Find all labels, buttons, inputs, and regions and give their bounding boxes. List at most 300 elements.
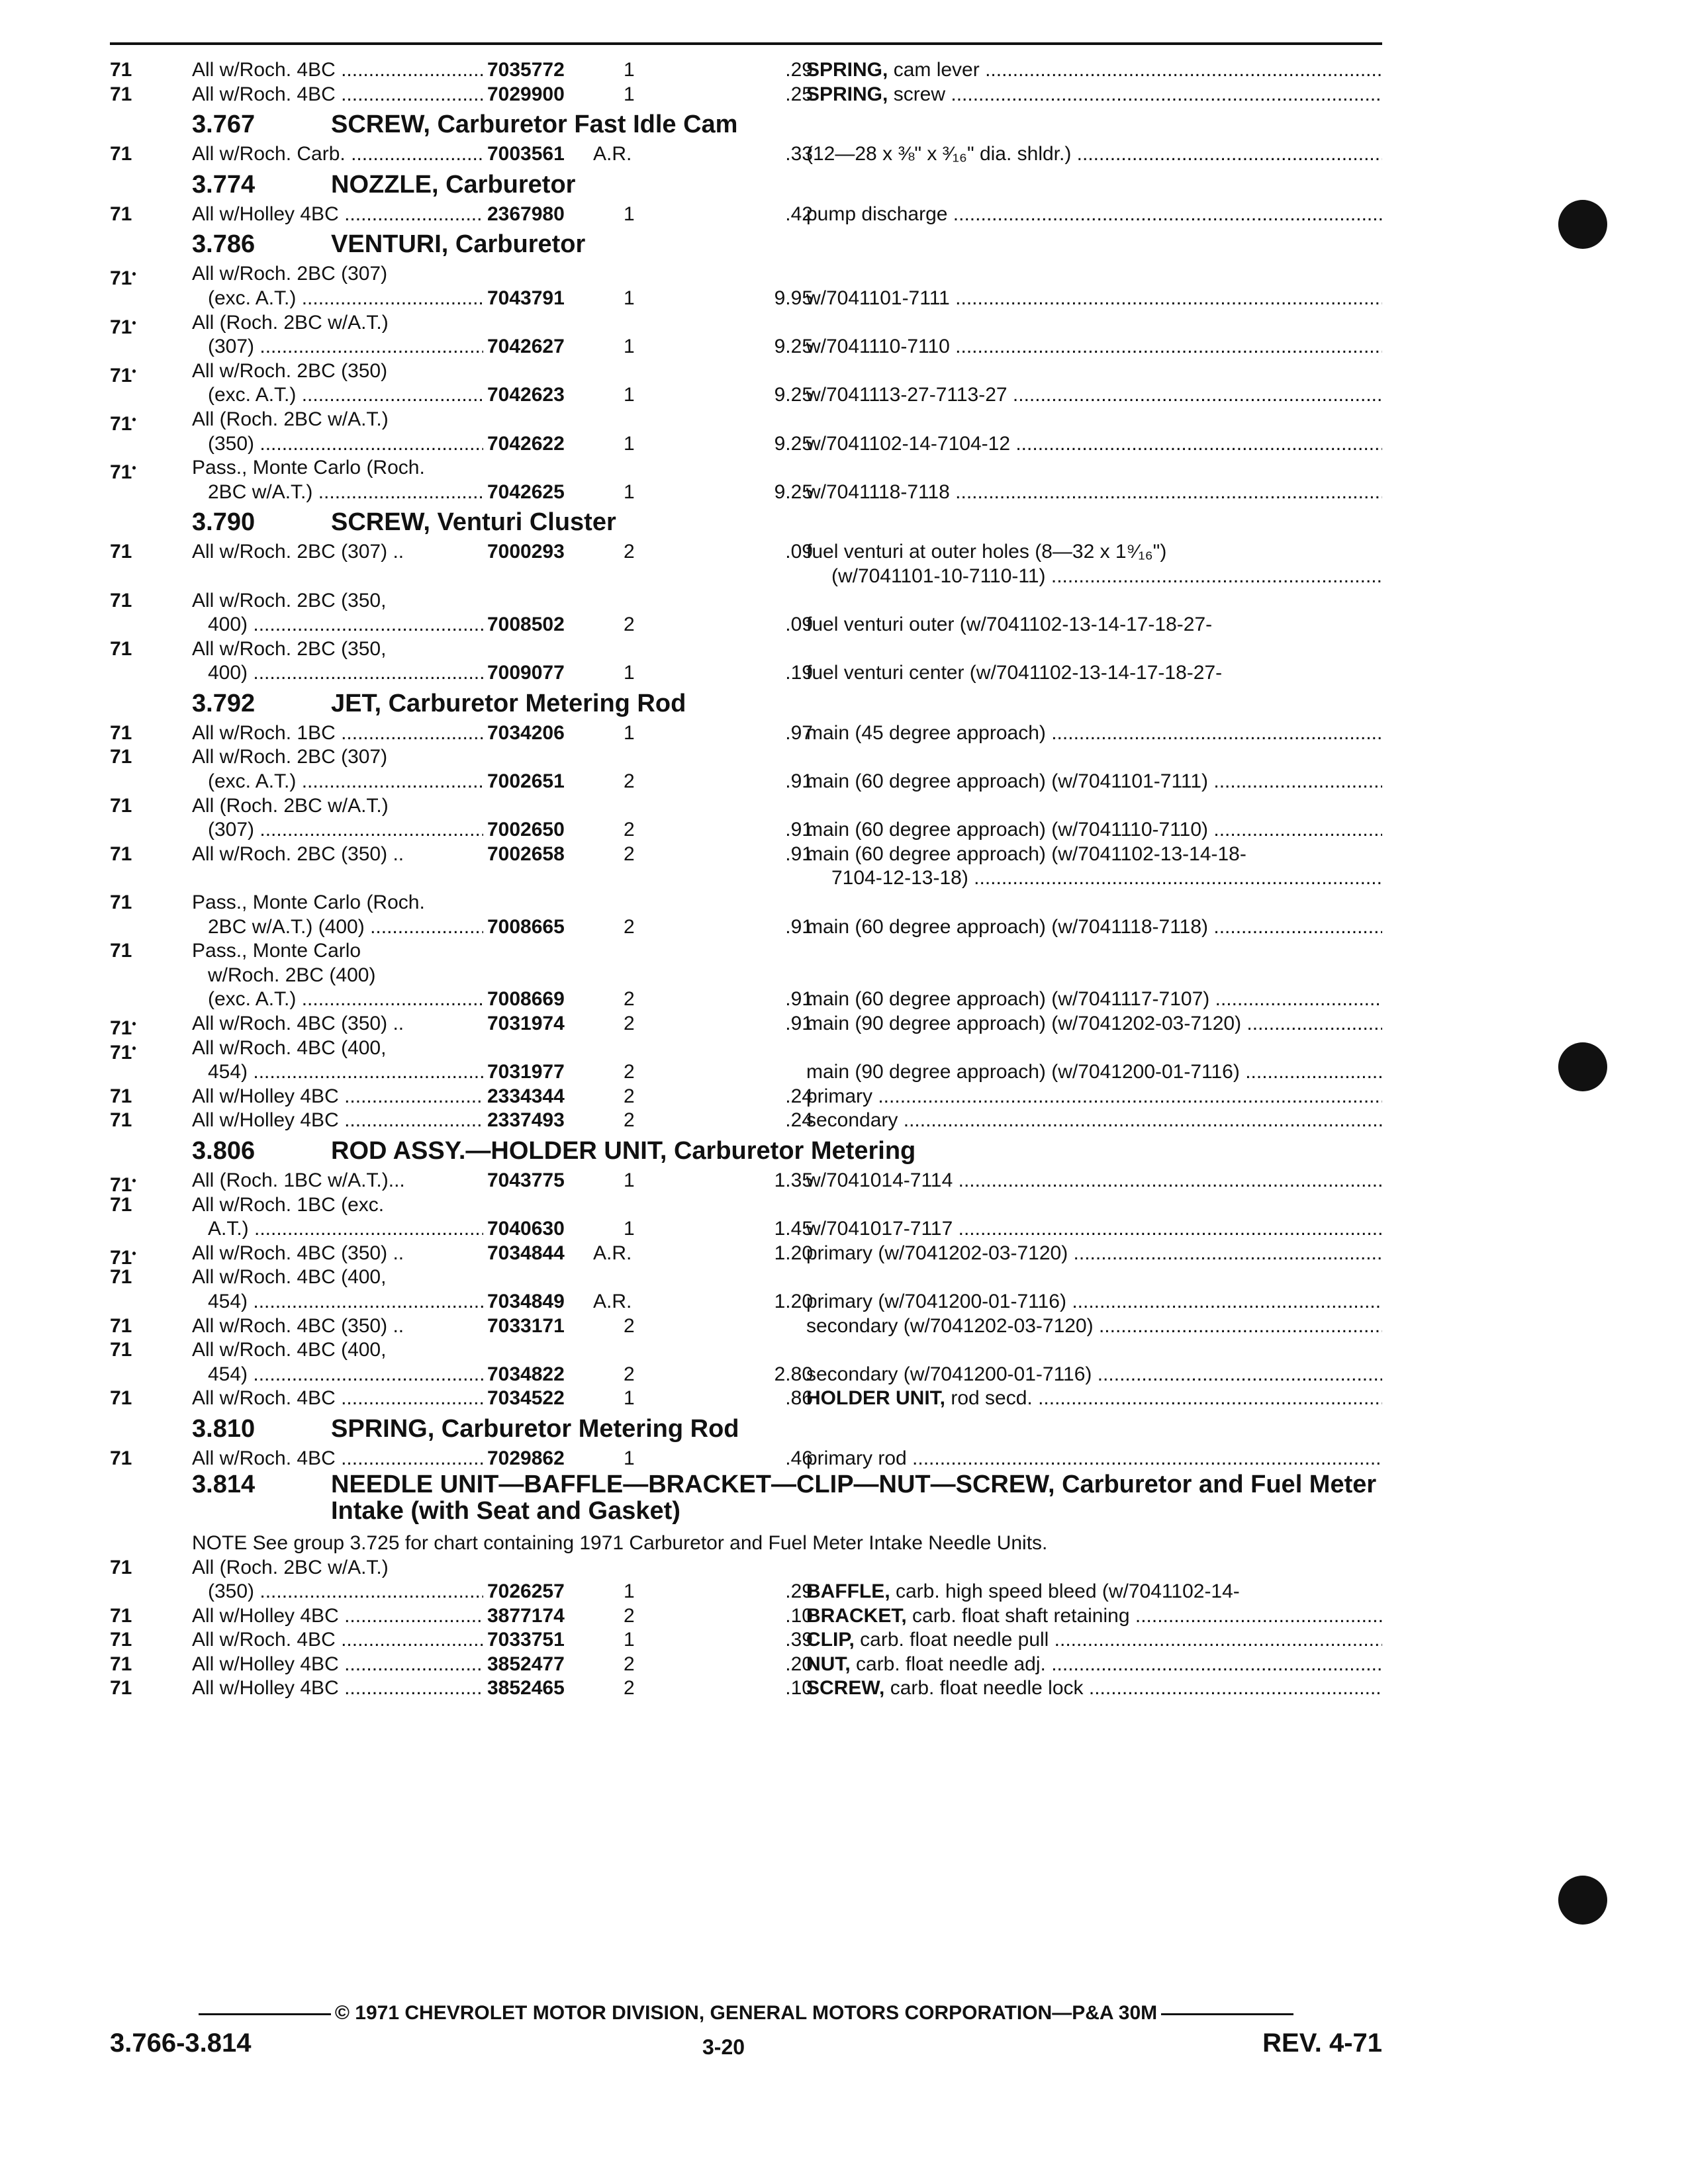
model-application: All w/Roch. 4BC .....	[192, 58, 483, 83]
model-application: All (Roch. 2BC w/A.T.)	[192, 311, 389, 334]
part-description	[806, 1060, 1382, 1085]
new-item-mark: •	[132, 364, 136, 378]
description-text: main (60 degree approach) (w/7041110-7110)	[806, 819, 1209, 841]
part-row	[110, 1676, 1382, 1701]
part-row	[110, 1556, 1382, 1580]
part-row	[110, 311, 1382, 336]
part-number: 7034844	[487, 1242, 565, 1264]
part-number: 7029900	[487, 83, 565, 105]
part-row	[110, 721, 1382, 746]
model-application: All w/Holley 4BC .....	[192, 1085, 483, 1109]
new-item-mark: •	[132, 1173, 136, 1187]
section-number: 3.792	[192, 689, 256, 717]
model-application: Pass., Monte Carlo	[192, 940, 361, 962]
year-value: 71	[110, 203, 132, 225]
part-description	[806, 1290, 1382, 1314]
description-text: w/7041014-7114	[806, 1169, 953, 1191]
part-number: 2337493	[487, 1109, 565, 1132]
price: 9.25	[774, 384, 813, 406]
model-application: All w/Roch. 4BC (350) ..	[192, 1314, 404, 1337]
part-number: 7002658	[487, 842, 565, 865]
description-text: carb. float needle pull	[854, 1629, 1049, 1651]
part-row	[110, 1242, 1382, 1269]
model-application: (307) .....	[208, 818, 483, 842]
year-value: 71	[110, 842, 132, 865]
year-value: 71	[110, 1387, 132, 1410]
part-row-continued	[110, 1060, 1382, 1085]
quantity: 2	[624, 770, 635, 793]
quantity: 1	[624, 662, 635, 684]
quantity: 2	[624, 915, 635, 938]
model-application: All (Roch. 2BC w/A.T.)	[192, 408, 389, 430]
model-application: All w/Roch. 1BC (exc.	[192, 1193, 385, 1216]
description-text: primary (w/7041200-01-7116)	[806, 1290, 1066, 1312]
part-description	[806, 383, 1382, 408]
quantity: 1	[624, 59, 635, 81]
part-row-continued	[110, 770, 1382, 794]
section-number: 3.790	[192, 508, 256, 537]
year-value: 71	[110, 59, 132, 81]
model-year	[110, 842, 132, 867]
part-description	[806, 1363, 1382, 1387]
quantity: 2	[624, 1013, 635, 1034]
part-description	[806, 1085, 1382, 1109]
description-text: (w/7041101-10-7110-11)	[831, 565, 1046, 587]
model-application: 454) .....	[208, 1290, 483, 1314]
part-row-continued	[110, 383, 1382, 408]
section-title: SCREW, Venturi Cluster	[331, 508, 616, 537]
year-value: 71	[110, 1017, 132, 1039]
price: .29	[785, 1580, 813, 1603]
quantity: 1	[624, 1387, 635, 1410]
description-text: w/7041101-7111	[806, 287, 950, 309]
description-text: main (60 degree approach) (w/7041118-7118)	[806, 915, 1209, 938]
part-description	[806, 1604, 1382, 1629]
part-row	[110, 1314, 1382, 1339]
part-number: 7035772	[487, 59, 565, 81]
binder-hole	[1558, 200, 1607, 249]
price: 1.45	[774, 1218, 813, 1240]
top-rule	[110, 42, 1382, 45]
price: 2.80	[774, 1363, 813, 1385]
description-text: fuel venturi center (w/7041102-13-14-17-18-27-	[806, 662, 1223, 684]
binder-hole	[1558, 1876, 1607, 1925]
part-number: 7008665	[487, 915, 565, 938]
quantity: 2	[624, 1085, 635, 1107]
price: .19	[785, 662, 813, 684]
quantity: 2	[624, 988, 635, 1011]
price: .10	[785, 1604, 813, 1627]
model-application: 2BC w/A.T.) .....	[208, 480, 483, 505]
year-value: 71	[110, 891, 132, 914]
section-note: NOTE See group 3.725 for chart containing 1971 Carburetor and Fuel Meter Intake Needle Units.	[192, 1531, 1048, 1554]
model-application: All w/Roch. 4BC .....	[192, 1628, 483, 1653]
model-application: All w/Roch. 4BC (400,	[192, 1266, 387, 1289]
model-application: Pass., Monte Carlo (Roch.	[192, 891, 425, 914]
new-item-mark: •	[132, 1017, 136, 1030]
section-number: 3.786	[192, 230, 256, 259]
quantity: 2	[624, 1061, 635, 1083]
model-application: All w/Holley 4BC .....	[192, 1676, 483, 1701]
part-number: 3852477	[487, 1653, 565, 1675]
description-text: main (90 degree approach) (w/7041200-01-7116)	[806, 1061, 1240, 1083]
quantity: A.R.	[593, 143, 632, 165]
part-row	[110, 1338, 1382, 1363]
part-number: 7009077	[487, 662, 565, 684]
section-title: VENTURI, Carburetor	[331, 230, 586, 259]
part-description	[806, 335, 1382, 359]
year-value: 71	[110, 143, 132, 165]
price: .46	[785, 1447, 813, 1469]
description-text: rod secd.	[945, 1387, 1033, 1410]
model-application: All w/Holley 4BC .....	[192, 203, 483, 227]
section-number: 3.774	[192, 170, 256, 199]
year-value: 71	[110, 589, 132, 612]
year-value: 71	[110, 412, 132, 435]
model-application: All w/Roch. 4BC (350) ..	[192, 1013, 404, 1034]
model-application: All w/Roch. 4BC .....	[192, 1387, 483, 1411]
description-text: w/7041017-7117	[806, 1218, 953, 1240]
part-row-continued	[110, 480, 1382, 505]
description-keyword: SPRING,	[806, 59, 888, 81]
model-application: All w/Roch. 2BC (307)	[192, 746, 388, 768]
part-row-continued	[110, 1363, 1382, 1387]
new-item-mark: •	[132, 412, 136, 426]
part-number: 7043791	[487, 287, 565, 309]
model-year	[110, 1628, 132, 1653]
year-value: 71	[110, 83, 132, 105]
model-application: All w/Roch. 4BC .....	[192, 83, 483, 107]
part-description	[831, 565, 1382, 589]
model-year	[110, 637, 132, 662]
model-year	[110, 1338, 132, 1363]
part-description	[806, 1387, 1382, 1411]
description-text: main (60 degree approach) (w/7041101-7111)	[806, 770, 1209, 793]
quantity: A.R.	[593, 1290, 632, 1312]
part-row	[110, 142, 1382, 167]
model-application: 400) .....	[208, 613, 483, 637]
part-description	[806, 1628, 1382, 1653]
new-item-mark: •	[132, 267, 136, 281]
quantity: 1	[624, 203, 635, 225]
model-year	[110, 1193, 132, 1218]
part-row-continued	[110, 1580, 1382, 1604]
part-number: 7042625	[487, 480, 565, 503]
section-title: ROD ASSY.—HOLDER UNIT, Carburetor Metering	[331, 1136, 916, 1165]
part-number: 7033171	[487, 1314, 565, 1337]
section-title: NOZZLE, Carburetor	[331, 170, 576, 199]
model-application: All w/Holley 4BC .....	[192, 1604, 483, 1629]
quantity: A.R.	[593, 1242, 632, 1264]
year-value: 71	[110, 1629, 132, 1651]
price: .42	[785, 203, 813, 225]
year-value: 71	[110, 461, 132, 484]
part-description	[806, 1012, 1382, 1036]
year-value: 71	[110, 1193, 132, 1216]
quantity: 1	[624, 83, 635, 105]
quantity: 1	[624, 384, 635, 406]
parts-listing	[110, 58, 1382, 1701]
part-row	[110, 262, 1382, 290]
part-description	[806, 287, 1382, 311]
part-description	[806, 1653, 1382, 1677]
model-application: w/Roch. 2BC (400)	[208, 964, 376, 986]
description-text: w/7041110-7110	[806, 336, 950, 358]
section-heading	[110, 504, 1382, 540]
year-value: 71	[110, 794, 132, 817]
part-row-continued	[110, 335, 1382, 359]
description-text: primary rod	[806, 1447, 907, 1469]
price: .39	[785, 1629, 813, 1651]
year-value: 71	[110, 267, 132, 290]
year-value: 71	[110, 1556, 132, 1578]
quantity: 1	[624, 336, 635, 358]
section-title: NEEDLE UNIT—BAFFLE—BRACKET—CLIP—NUT—SCREW, Carburetor and Fuel Meter Intake (with Seat and Gasket)	[331, 1470, 1377, 1525]
group-range: 3.766-3.814	[110, 2028, 252, 2058]
description-text: secondary	[806, 1109, 898, 1132]
part-number: 7008669	[487, 988, 565, 1011]
description-text: main (90 degree approach) (w/7041202-03-7120)	[806, 1013, 1242, 1034]
price: 9.25	[774, 480, 813, 503]
part-description	[806, 142, 1382, 167]
quantity: 1	[624, 1629, 635, 1651]
part-row	[110, 1012, 1382, 1039]
description-keyword: SCREW,	[806, 1677, 885, 1700]
section-heading	[110, 107, 1382, 142]
price: .86	[785, 1387, 813, 1410]
part-row	[110, 794, 1382, 819]
year-value: 71	[110, 940, 132, 962]
part-row	[110, 1447, 1382, 1471]
year-value: 71	[110, 1339, 132, 1361]
section-title: JET, Carburetor Metering Rod	[331, 689, 686, 717]
part-description	[806, 1242, 1382, 1266]
part-number: 7029862	[487, 1447, 565, 1469]
year-value: 71	[110, 1604, 132, 1627]
quantity: 2	[624, 541, 635, 563]
part-description	[806, 842, 1382, 867]
description-text: carb. float needle adj.	[850, 1653, 1046, 1675]
model-application: All w/Roch. 2BC (307) ..	[192, 541, 404, 563]
part-number: 7002650	[487, 819, 565, 841]
part-description	[806, 987, 1382, 1012]
model-application: 454) .....	[208, 1060, 483, 1085]
price: 9.25	[774, 336, 813, 358]
part-row	[110, 1265, 1382, 1290]
part-number: 2367980	[487, 203, 565, 225]
description-text: secondary (w/7041202-03-7120)	[806, 1314, 1094, 1337]
part-row	[110, 637, 1382, 662]
part-row-continued	[110, 661, 1382, 686]
model-year	[110, 1314, 132, 1339]
description-text: carb. high speed bleed (w/7041102-14-	[890, 1580, 1240, 1603]
description-text: w/7041113-27-7113-27	[806, 384, 1008, 406]
quantity: 1	[624, 1169, 635, 1191]
model-application: All (Roch. 2BC w/A.T.)	[192, 1556, 389, 1578]
revision: REV. 4-71	[1262, 2028, 1382, 2058]
part-description	[806, 1314, 1382, 1339]
part-number: 7042627	[487, 336, 565, 358]
description-text: pump discharge	[806, 203, 948, 225]
price: .29	[785, 59, 813, 81]
description-keyword: SPRING,	[806, 83, 888, 105]
model-application: All w/Roch. 2BC (350) ..	[192, 842, 404, 865]
part-number: 7034206	[487, 721, 565, 744]
section-number: 3.806	[192, 1136, 256, 1165]
model-application: All w/Roch. 4BC (350) ..	[192, 1242, 404, 1264]
price: .91	[785, 1013, 813, 1034]
model-application: All w/Roch. 4BC (400,	[192, 1036, 387, 1059]
model-year	[110, 1653, 132, 1677]
description-text: secondary (w/7041200-01-7116)	[806, 1363, 1092, 1385]
section-title: SCREW, Carburetor Fast Idle Cam	[331, 111, 738, 139]
model-year	[110, 1109, 132, 1133]
part-row-continued	[110, 613, 1382, 637]
year-value: 71	[110, 1041, 132, 1064]
price: 9.95	[774, 287, 813, 309]
quantity: 2	[624, 1109, 635, 1132]
description-text: primary (w/7041202-03-7120)	[806, 1242, 1068, 1264]
quantity: 1	[624, 1580, 635, 1603]
year-value: 71	[110, 721, 132, 744]
year-value: 71	[110, 746, 132, 768]
part-row	[110, 1387, 1382, 1411]
section-number: 3.814	[192, 1470, 256, 1498]
price: .25	[785, 83, 813, 105]
model-year	[110, 891, 132, 915]
model-application: All (Roch. 2BC w/A.T.)	[192, 794, 389, 817]
year-value: 71	[110, 1246, 132, 1269]
year-value: 71	[110, 1653, 132, 1675]
model-year	[110, 794, 132, 819]
model-year	[110, 540, 132, 565]
part-number: 7042622	[487, 432, 565, 455]
part-number: 7003561	[487, 143, 565, 165]
part-row	[110, 58, 1382, 83]
part-row	[110, 1109, 1382, 1133]
quantity: 2	[624, 842, 635, 865]
part-number: 7031977	[487, 1061, 565, 1083]
part-number: 7033751	[487, 1629, 565, 1651]
part-description	[806, 1109, 1382, 1133]
part-number: 7034522	[487, 1387, 565, 1410]
part-row-continued	[110, 1217, 1382, 1242]
part-row	[110, 203, 1382, 227]
model-year	[110, 1447, 132, 1471]
part-row	[110, 1169, 1382, 1196]
part-description	[806, 613, 1382, 637]
part-row	[110, 83, 1382, 107]
part-row	[110, 745, 1382, 770]
part-description	[806, 721, 1382, 746]
description-text: fuel venturi outer (w/7041102-13-14-17-18-27-	[806, 614, 1213, 636]
description-text: main (60 degree approach) (w/7041117-7107)	[806, 988, 1210, 1011]
quantity: 2	[624, 614, 635, 636]
price: 9.25	[774, 432, 813, 455]
description-text: carb. float needle lock	[884, 1677, 1084, 1700]
part-row-continued	[110, 287, 1382, 311]
part-number: 7034849	[487, 1290, 565, 1312]
price: 1.20	[774, 1290, 813, 1312]
price: 1.35	[774, 1169, 813, 1191]
year-value: 71	[110, 541, 132, 563]
part-description	[806, 83, 1382, 107]
part-description	[806, 770, 1382, 794]
price: .33	[785, 143, 813, 165]
part-row-continued	[110, 1290, 1382, 1314]
copyright-line	[110, 2002, 1382, 2025]
section-title: SPRING, Carburetor Metering Rod	[331, 1414, 739, 1443]
quantity: 2	[624, 1604, 635, 1627]
quantity: 1	[624, 721, 635, 744]
part-number: 3852465	[487, 1677, 565, 1700]
part-row-continued	[110, 915, 1382, 940]
part-row	[110, 891, 1382, 915]
quantity: 1	[624, 1447, 635, 1469]
model-application: (exc. A.T.) .....	[208, 770, 483, 794]
part-description	[831, 866, 1382, 891]
part-row	[110, 1085, 1382, 1109]
part-row	[110, 939, 1382, 964]
part-description	[806, 1676, 1382, 1701]
part-number: 7026257	[487, 1580, 565, 1603]
part-row	[110, 408, 1382, 435]
part-description	[806, 58, 1382, 83]
price: .10	[785, 1677, 813, 1700]
description-text: w/7041118-7118	[806, 480, 950, 503]
part-row	[110, 842, 1382, 867]
quantity: 2	[624, 1653, 635, 1675]
model-application: All w/Roch. Carb. .....	[192, 142, 483, 167]
description-keyword: HOLDER UNIT,	[806, 1387, 945, 1410]
description-keyword: BAFFLE,	[806, 1580, 890, 1603]
year-value: 71	[110, 1447, 132, 1469]
binder-hole	[1558, 1042, 1607, 1091]
model-application: (350) .....	[208, 432, 483, 457]
model-application: (exc. A.T.) .....	[208, 987, 483, 1012]
model-year	[110, 1265, 132, 1290]
part-row	[110, 589, 1382, 614]
section-heading	[110, 686, 1382, 721]
price: .97	[785, 721, 813, 744]
part-description	[806, 1169, 1382, 1193]
price: .91	[785, 842, 813, 865]
quantity: 2	[624, 819, 635, 841]
model-application: All (Roch. 1BC w/A.T.)...	[192, 1169, 405, 1191]
part-description	[806, 1580, 1382, 1604]
model-application: All w/Roch. 2BC (307)	[192, 263, 388, 285]
part-number: 7000293	[487, 541, 565, 563]
part-number: 7002651	[487, 770, 565, 793]
part-description	[806, 915, 1382, 940]
model-year	[110, 1556, 132, 1580]
model-year	[110, 745, 132, 770]
description-keyword: CLIP,	[806, 1629, 855, 1651]
part-description	[806, 540, 1382, 565]
model-application: All w/Roch. 1BC .....	[192, 721, 483, 746]
model-application: (exc. A.T.) .....	[208, 287, 483, 311]
section-heading	[110, 167, 1382, 203]
description-keyword: BRACKET,	[806, 1604, 907, 1627]
part-row-continued	[110, 818, 1382, 842]
model-application: Pass., Monte Carlo (Roch.	[192, 457, 425, 479]
quantity: 2	[624, 1363, 635, 1385]
year-value: 71	[110, 1677, 132, 1700]
price: .24	[785, 1085, 813, 1107]
section-heading	[110, 1133, 1382, 1169]
new-item-mark: •	[132, 316, 136, 330]
model-year	[110, 83, 132, 107]
